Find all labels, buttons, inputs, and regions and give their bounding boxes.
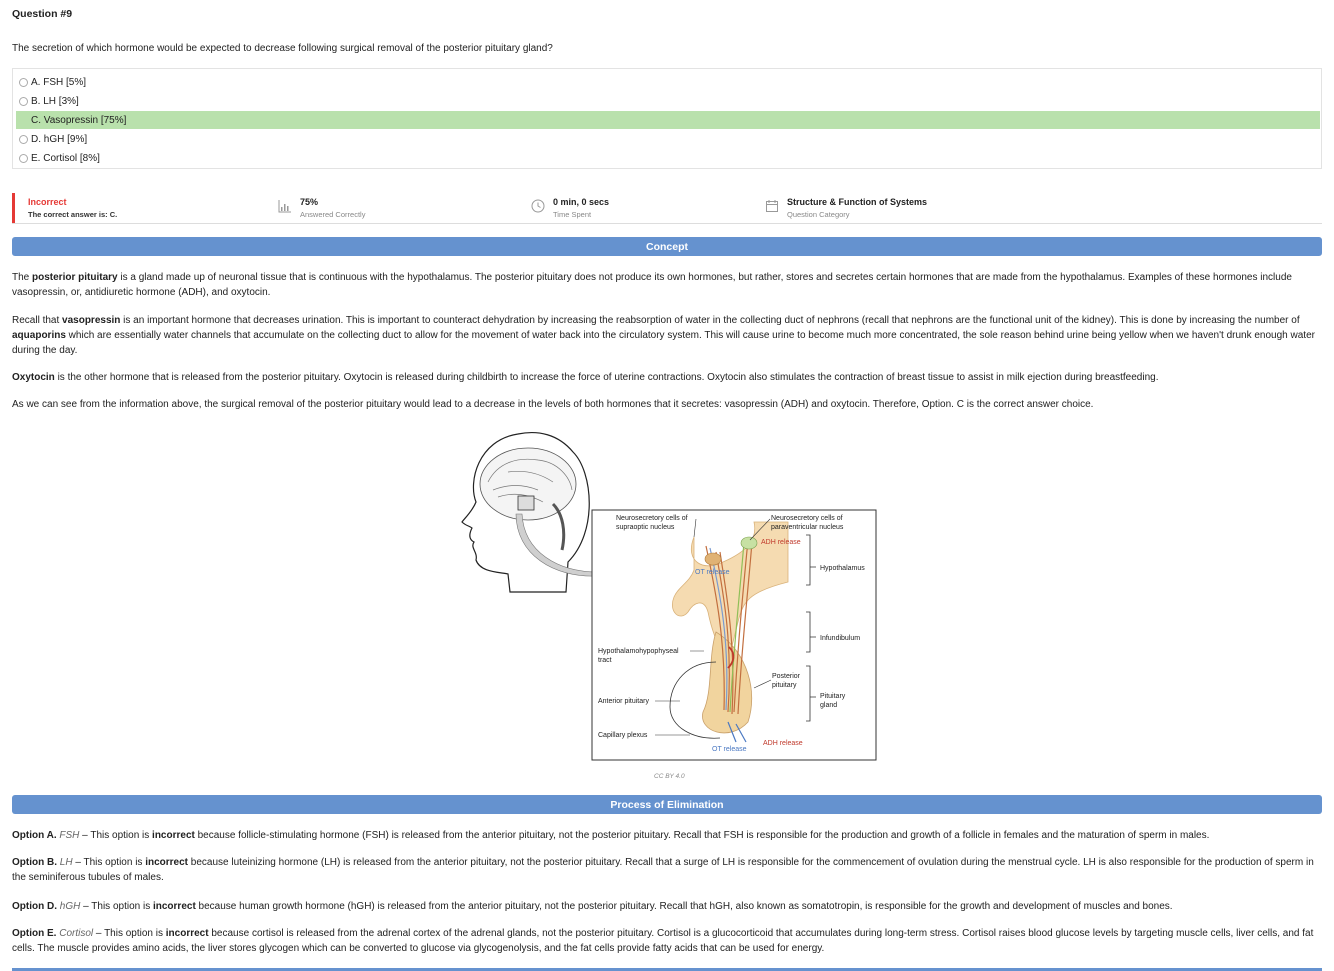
concept-paragraph-3 (12, 370, 1324, 385)
time-label: Time Spent (553, 210, 592, 219)
concept-paragraph-1 (12, 270, 1324, 300)
percent-value: 75% (300, 197, 319, 207)
label-hypothalamus: Hypothalamus (820, 565, 865, 572)
text: is an important hormone that decreases urination. This is important to counteract dehydration by increasing the reabsorption of water in the collecting duct of nephrons (recall that nephrons are the functional unit of the kidney). This is done by increasing the number of (120, 315, 1300, 326)
option-label: Option D. (12, 901, 57, 912)
text: The (12, 272, 33, 283)
radio-icon[interactable] (19, 154, 28, 163)
correct-answer-text: The correct answer is: C. (28, 210, 118, 219)
bold-term: aquaporins (12, 330, 66, 341)
label-capillary: Capillary plexus (598, 732, 648, 739)
elimination-option-a (12, 828, 1324, 843)
text: is the other hormone that is released from the posterior pituitary. Oxytocin is released during childbirth to increase the force of uterine contractions. Oxytocin also stimulates the contraction of breast tissue to assist in milk ejection during breastfeeding. (54, 372, 1159, 383)
text: because human growth hormone (hGH) is released from the anterior pituitary, not the posterior pituitary. Recall that hGH, also known as somatotropin, is responsible for the growth and development of muscles and bones. (195, 901, 1173, 912)
elimination-header: Process of Elimination (12, 795, 1322, 814)
radio-icon[interactable] (19, 78, 28, 87)
label-adh-top: ADH release (761, 539, 801, 546)
verdict: incorrect (165, 928, 209, 939)
option-name: Cortisol (59, 928, 94, 939)
choice-e[interactable] (16, 149, 1320, 167)
clock-icon (531, 199, 545, 213)
label-adh-bottom: ADH release (763, 740, 803, 747)
text: because follicle-stimulating hormone (FSH) is released from the anterior pituitary, not the posterior pituitary. Recall that FSH is responsible for the production and growth of a follicle in females and the maturation of sperm in males. (194, 830, 1210, 841)
answer-choices (12, 68, 1322, 169)
label-supraoptic-1: Neurosecretory cells of (616, 515, 688, 522)
text: – This option is (72, 857, 146, 868)
choice-label: D. hGH [9%] (31, 133, 88, 145)
option-label: Option B. (12, 857, 57, 868)
label-anterior: Anterior pituitary (598, 698, 649, 705)
label-tract-2: tract (598, 657, 612, 664)
option-name: hGH (59, 901, 81, 912)
text: because cortisol is released from the adrenal cortex of the adrenal glands, not the posterior pituitary. Cortisol is a glucocorticoid that accumulates during long-term stress. Cortisol raises blood glucose levels by targeting muscle cells, liver cells, and fat cells. The muscle provides amino acids, the liver stores glycogen which can be converted to glucose via glycogenolysis, and the fat cells provide fatty acids that can be used for energy. (12, 928, 1314, 954)
percent-label: Answered Correctly (300, 210, 366, 219)
question-title: Question #9 (12, 8, 73, 20)
category-value: Structure & Function of Systems (787, 197, 928, 207)
text: – This option is (79, 830, 153, 841)
pituitary-diagram (458, 422, 878, 762)
bold-term: vasopressin (62, 315, 121, 326)
text: Recall that (12, 315, 63, 326)
label-gland-2: gland (820, 702, 838, 709)
image-credit: CC BY 4.0 (654, 773, 685, 780)
choice-d[interactable] (16, 130, 1320, 148)
text: which are essentially water channels that accumulate on the collecting duct to allow for the movement of water back into the circulatory system. This will cause urine to become much more concentrated, the sole reason behind urine being yellow when we haven't drunk enough water during the day. (12, 330, 1315, 356)
option-label: Option A. (12, 830, 57, 841)
label-tract-1: Hypothalamohypophyseal (598, 648, 679, 655)
text: – This option is (80, 901, 153, 912)
text: because luteinizing hormone (LH) is released from the anterior pituitary, not the posterior pituitary. Recall that a surge of LH is responsible for the commencement of ovulation during the menstrual cycle. LH is also responsible for the production of sperm in the seminiferous tubules of males. (12, 857, 1314, 883)
elimination-option-b (12, 855, 1324, 885)
bold-term: posterior pituitary (32, 272, 118, 283)
bar-chart-icon (278, 199, 292, 213)
time-spent (553, 197, 609, 219)
percent-correct (300, 197, 365, 219)
time-value: 0 min, 0 secs (553, 197, 610, 207)
text: – This option is (93, 928, 166, 939)
label-supraoptic-2: supraoptic nucleus (616, 524, 675, 531)
result-status (28, 197, 117, 219)
choice-label: A. FSH [5%] (31, 76, 87, 88)
concept-header: Concept (12, 237, 1322, 256)
choice-label: B. LH [3%] (31, 95, 79, 107)
result-label: Incorrect (28, 197, 67, 207)
label-gland-1: Pituitary (820, 693, 846, 700)
verdict: incorrect (152, 830, 195, 841)
radio-icon[interactable] (19, 135, 28, 144)
label-paraventricular-2: paraventricular nucleus (771, 524, 844, 531)
verdict: incorrect (152, 901, 196, 912)
result-indicator (12, 193, 15, 223)
label-infundibulum: Infundibulum (820, 635, 861, 642)
choice-b[interactable] (16, 92, 1320, 110)
bold-term: Oxytocin (12, 372, 55, 383)
label-paraventricular-1: Neurosecretory cells of (771, 515, 843, 522)
elimination-option-d (12, 899, 1324, 914)
label-ot-bottom: OT release (712, 746, 747, 753)
option-name: LH (59, 857, 73, 868)
radio-icon[interactable] (19, 97, 28, 106)
option-name: FSH (59, 830, 80, 841)
choice-label: E. Cortisol [8%] (31, 152, 100, 164)
choice-label: C. Vasopressin [75%] (31, 114, 127, 126)
choice-c[interactable] (16, 111, 1320, 129)
text: is a gland made up of neuronal tissue that is continuous with the hypothalamus. The posterior pituitary does not produce its own hormones, but rather, stores and secretes certain hormones that are made from the hypothalamus. Examples of these hormones include vasopressin, or, antidiuretic hormone (ADH), and oxytocin. (12, 272, 1292, 298)
choice-a[interactable] (16, 73, 1320, 91)
label-posterior-1: Posterior (772, 673, 801, 680)
concept-paragraph-2 (12, 313, 1324, 358)
verdict: incorrect (145, 857, 189, 868)
option-label: Option E. (12, 928, 57, 939)
label-ot-top: OT release (695, 569, 730, 576)
label-posterior-2: pituitary (772, 682, 797, 689)
result-bar (12, 193, 1322, 224)
question-text: The secretion of which hormone would be expected to decrease following surgical removal of the posterior pituitary gland? (12, 43, 553, 54)
elimination-option-e (12, 926, 1324, 956)
concept-paragraph-4: As we can see from the information above, the surgical removal of the posterior pituitary would lead to a decrease in the levels of both hormones that it secretes: vasopressin (ADH) and oxytocin. Therefore, Option. C is the correct answer choice. (12, 399, 1094, 410)
calendar-icon (765, 199, 779, 213)
category-label: Question Category (787, 210, 850, 219)
question-category (787, 197, 927, 219)
